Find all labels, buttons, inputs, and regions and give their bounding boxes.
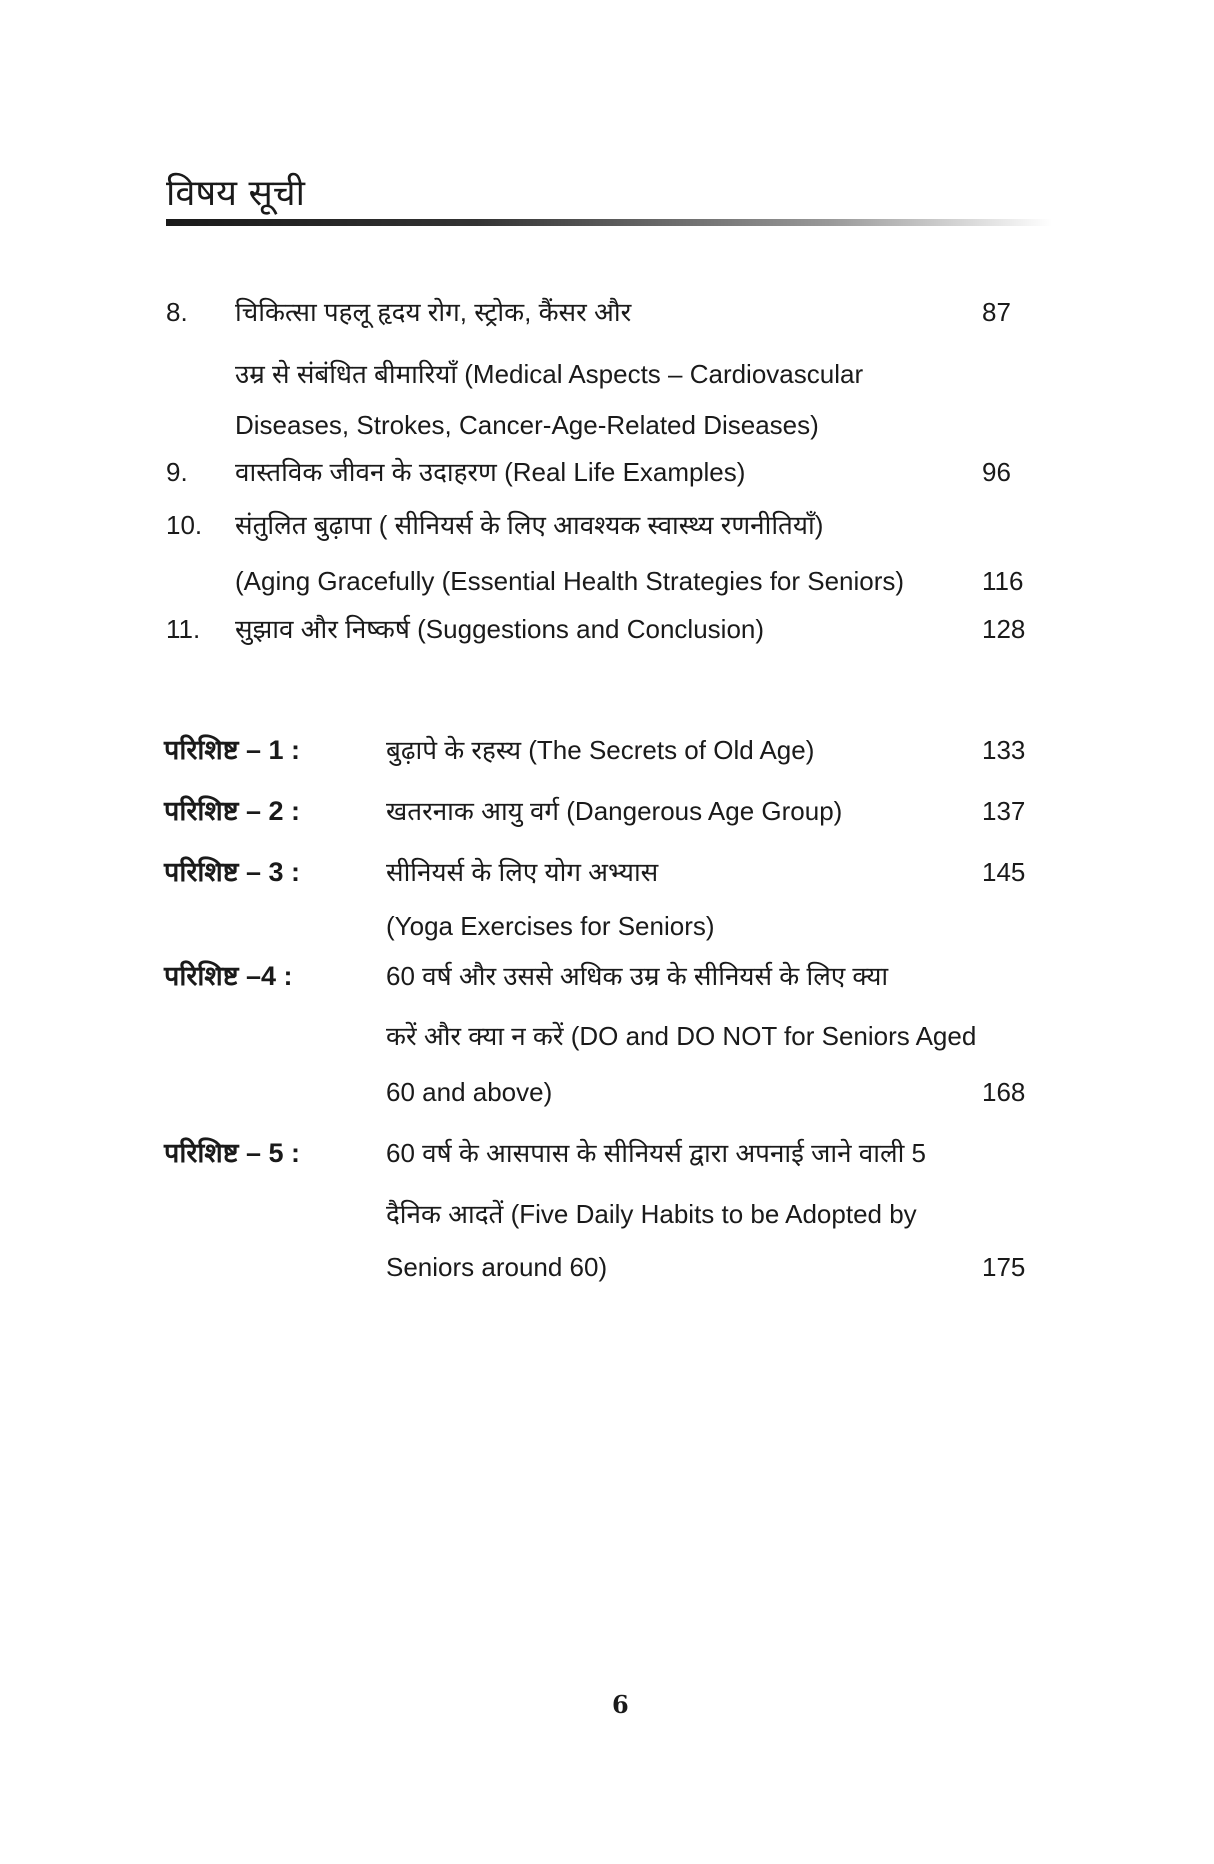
appendix-title-line: 60 and above) — [386, 1077, 553, 1107]
chapter-title-line: (Aging Gracefully (Essential Health Strategies for Seniors) — [235, 566, 905, 596]
appendix-title-line: 60 वर्ष और उससे अधिक उम्र के सीनियर्स के लिए क्या — [386, 961, 889, 991]
appendix-title-line: (Yoga Exercises for Seniors) — [386, 911, 715, 941]
appendix-label: परिशिष्ट – 5 : — [164, 1138, 301, 1168]
chapter-number: 9. — [166, 457, 188, 487]
chapter-page: 87 — [982, 297, 1011, 327]
chapter-title-line: उम्र से संबंधित बीमारियाँ (Medical Aspects – Cardiovascular — [235, 359, 864, 389]
page-title: विषय सूची — [166, 173, 305, 214]
appendix-label: परिशिष्ट – 1 : — [164, 735, 301, 765]
appendix-title-line: करें और क्या न करें (DO and DO NOT for Seniors Aged — [386, 1021, 977, 1051]
chapter-title-line: Diseases, Strokes, Cancer-Age-Related Diseases) — [235, 410, 819, 440]
appendix-title-line: 60 वर्ष के आसपास के सीनियर्स द्वारा अपनाई जाने वाली 5 — [386, 1138, 927, 1168]
appendix-page: 168 — [982, 1077, 1026, 1107]
appendix-title-line: सीनियर्स के लिए योग अभ्यास — [386, 857, 659, 887]
chapter-page: 96 — [982, 457, 1011, 487]
appendix-page: 133 — [982, 735, 1026, 765]
appendix-label: परिशिष्ट –4 : — [164, 961, 293, 991]
chapter-number: 10. — [166, 510, 203, 540]
chapter-page: 128 — [982, 614, 1026, 644]
appendix-label: परिशिष्ट – 2 : — [164, 796, 301, 826]
chapter-number: 8. — [166, 297, 188, 327]
appendix-title-line: बुढ़ापे के रहस्य (The Secrets of Old Age) — [386, 735, 815, 765]
chapter-title-line: चिकित्सा पहलू हृदय रोग, स्ट्रोक, कैंसर और — [235, 297, 632, 327]
chapter-page: 116 — [982, 566, 1024, 596]
chapter-title-line: सुझाव और निष्कर्ष (Suggestions and Conclusion) — [235, 614, 765, 644]
chapter-title-line: संतुलित बुढ़ापा ( सीनियर्स के लिए आवश्यक स्वास्थ्य रणनीतियाँ) — [235, 510, 824, 540]
appendix-label: परिशिष्ट – 3 : — [164, 857, 301, 887]
title-underline — [166, 219, 1052, 226]
appendix-page: 145 — [982, 857, 1026, 887]
appendix-title-line: दैनिक आदतें (Five Daily Habits to be Adopted by — [386, 1199, 917, 1229]
appendix-page: 175 — [982, 1252, 1026, 1282]
appendix-title-line: खतरनाक आयु वर्ग (Dangerous Age Group) — [386, 796, 843, 826]
chapter-title-line: वास्तविक जीवन के उदाहरण (Real Life Examples) — [235, 457, 746, 487]
page-number: 6 — [612, 1690, 629, 1719]
appendix-title-line: Seniors around 60) — [386, 1252, 608, 1282]
chapter-number: 11. — [166, 614, 201, 644]
appendix-page: 137 — [982, 796, 1026, 826]
